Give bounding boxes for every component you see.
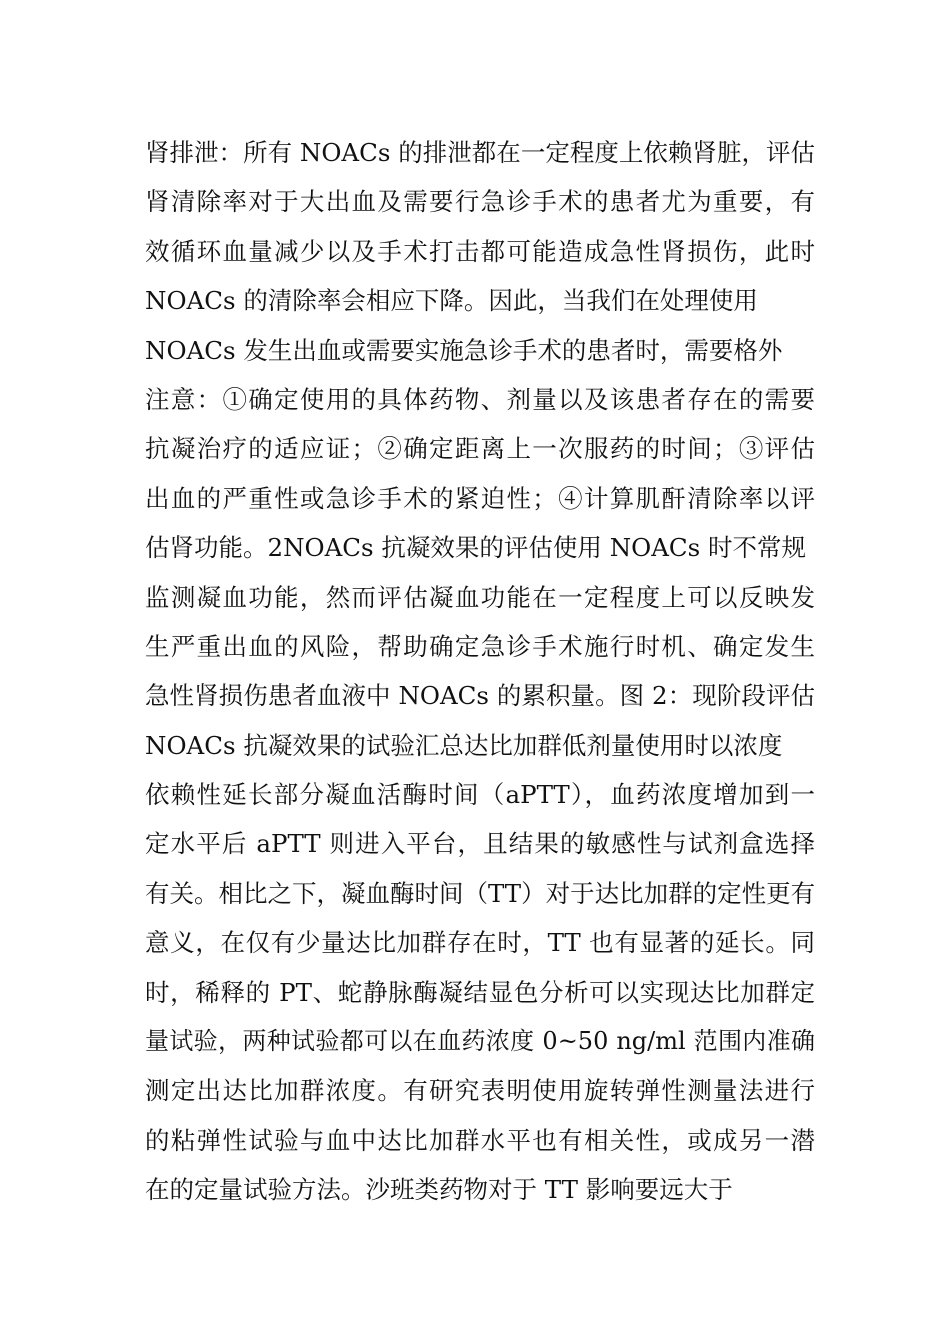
text-line: 时，稀释的 PT、蛇静脉酶凝结显色分析可以实现达比加群定 [145,977,815,1007]
text-line: 估肾功能。2NOACs 抗凝效果的评估使用 NOACs 时不常规 [145,533,807,563]
text-line: 量试验，两种试验都可以在血药浓度 0~50 ng/ml 范围内准确 [145,1027,815,1056]
text-line: NOACs 抗凝效果的试验汇总达比加群低剂量使用时以浓度 [145,730,783,760]
text-line: 注意：①确定使用的具体药物、剂量以及该患者存在的需要 [145,384,815,414]
text-line: 效循环血量减少以及手术打击都可能造成急性肾损伤，此时 [145,236,815,266]
text-line: 生严重出血的风险，帮助确定急诊手术施行时机、确定发生 [145,631,815,661]
text-line: 测定出达比加群浓度。有研究表明使用旋转弹性测量法进行 [145,1076,815,1106]
text-line: NOACs 发生出血或需要实施急诊手术的患者时，需要格外 [145,335,783,365]
text-line: 依赖性延长部分凝血活酶时间（aPTT），血药浓度增加到一 [145,780,815,810]
text-line: 定水平后 aPTT 则进入平台，且结果的敏感性与试剂盒选择 [145,829,815,859]
body-text [145,128,815,1215]
text-line: 意义，在仅有少量达比加群存在时，TT 也有显著的延长。同 [145,928,815,958]
text-line: 肾清除率对于大出血及需要行急诊手术的患者尤为重要，有 [145,187,815,217]
text-line: 肾排泄：所有 NOACs 的排泄都在一定程度上依赖肾脏，评估 [145,138,815,167]
text-line: 急性肾损伤患者血液中 NOACs 的累积量。图 2：现阶段评估 [145,681,815,711]
text-line: 出血的严重性或急诊手术的紧迫性；④计算肌酐清除率以评 [145,483,815,513]
text-line: 在的定量试验方法。沙班类药物对于 TT 影响要远大于 [145,1175,733,1205]
text-line: 的粘弹性试验与血中达比加群水平也有相关性，或成另一潜 [145,1125,815,1155]
text-line: NOACs 的清除率会相应下降。因此，当我们在处理使用 [145,286,758,316]
text-line: 监测凝血功能，然而评估凝血功能在一定程度上可以反映发 [145,582,815,612]
text-line: 有关。相比之下，凝血酶时间（TT）对于达比加群的定性更有 [145,878,816,908]
text-line: 抗凝治疗的适应证；②确定距离上一次服药的时间；③评估 [145,434,815,464]
